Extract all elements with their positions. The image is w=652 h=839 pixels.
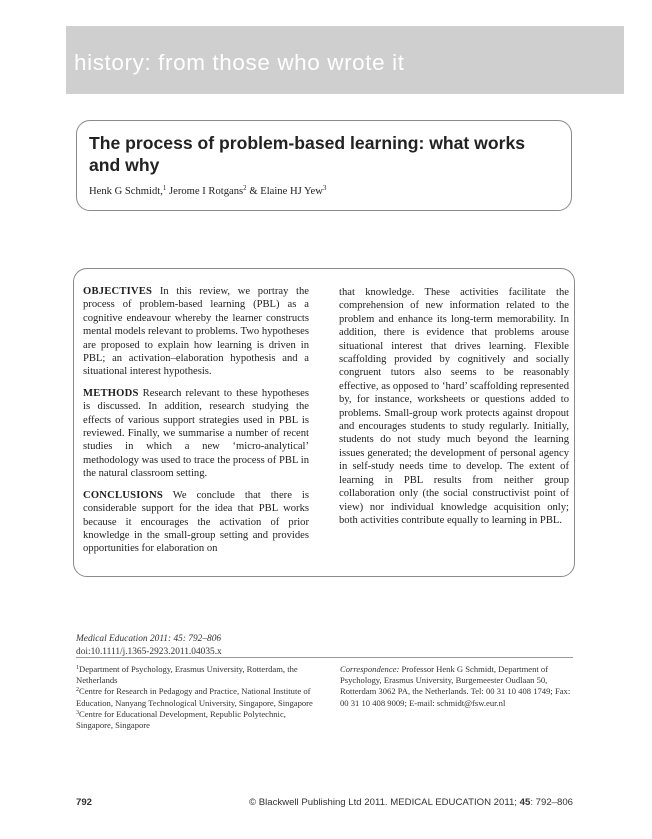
- title-box: [76, 120, 572, 211]
- section-banner-text: history: from those who wrote it: [74, 50, 405, 75]
- conclusions-heading: CONCLUSIONS: [83, 489, 163, 501]
- author-affiliation-marker: 1: [162, 184, 167, 192]
- affiliation-text: Centre for Research in Pedagogy and Practice, National Institute of Education, Nanyang Technological University, Singapore, Singapore: [76, 686, 313, 708]
- affiliation-item: [76, 709, 321, 731]
- affiliation-text: Department of Psychology, Erasmus University, Rotterdam, the Netherlands: [76, 664, 298, 686]
- abstract-objectives: [83, 285, 309, 379]
- page-footer: [76, 797, 573, 811]
- abstract-conclusions: [83, 489, 309, 556]
- doi: doi:10.1111/j.1365-2923.2011.04035.x: [76, 646, 222, 657]
- journal-citation: [76, 633, 222, 658]
- objectives-heading: OBJECTIVES: [83, 286, 153, 297]
- footer-copyright: [249, 797, 573, 808]
- author-list: [89, 185, 559, 199]
- section-banner: [66, 26, 624, 94]
- affiliation-marker: 2: [76, 687, 79, 694]
- abstract-column-left: [83, 285, 309, 564]
- affiliation-marker: 1: [76, 665, 79, 671]
- author-name: Elaine HJ Yew: [260, 186, 323, 197]
- author-affiliation-marker: 3: [322, 184, 327, 192]
- article-title: The process of problem-based learning: what works and why: [89, 133, 526, 175]
- journal-reference: Medical Education 2011: 45: 792–806: [76, 634, 222, 644]
- correspondence-label: Correspondence:: [340, 664, 400, 674]
- objectives-text: In this review, we portray the process of problem-based learning (PBL) as a cognitive endeavour whereby the learner constructs mental models relevant to problems. Two hypotheses are proposed to explain how learning is driven in PBL; an activation–elaboration hypothesis and a situational interest hypothesis.: [83, 286, 309, 378]
- affiliation-text: Centre for Educational Development, Republic Polytechnic, Singapore, Singapore: [76, 708, 286, 731]
- affiliation-item: [76, 686, 321, 708]
- copyright-text: © Blackwell Publishing Ltd 2011. MEDICAL EDUCATION 2011;: [248, 797, 517, 808]
- affiliation-marker: 3: [76, 709, 79, 716]
- author-affiliation-marker: 2: [243, 184, 247, 192]
- page-number: 792: [76, 797, 93, 808]
- affiliation-item: [76, 664, 321, 686]
- methods-heading: METHODS: [83, 387, 139, 399]
- methods-text: Research relevant to these hypotheses is discussed. In addition, research studying the effects of various support strategies used in PBL is reviewed. Finally, we summarise a number of recent studies in which a new ‘micro-analytical’ methodology was used to trace the process of PBL in the natural classroom setting.: [83, 387, 309, 480]
- volume-number: 45: [519, 797, 531, 808]
- footnote-divider: [76, 657, 573, 658]
- author-name: Jerome I Rotgans: [169, 186, 244, 197]
- author-separator: &: [249, 186, 258, 197]
- abstract-methods: [83, 387, 309, 481]
- correspondence-text: Professor Henk G Schmidt, Department of Psychology, Erasmus University, Burgemeester Oudlaan 50, Rotterdam 3062 PA, the Netherlands. Tel: 00 31 10 408 1749; Fax: 00 31 10 408 9009; E-mail: schmidt@fsw.eur.nl: [340, 664, 571, 708]
- conclusions-text: We conclude that there is considerable support for the idea that PBL works because it encourages the activation of prior knowledge in the small-group setting and provides opportunities for elaboration on: [83, 489, 309, 555]
- author-name: Henk G Schmidt,: [89, 186, 163, 197]
- page-range: : 792–806: [530, 797, 573, 808]
- correspondence: [340, 664, 576, 709]
- abstract-box: [73, 268, 575, 577]
- abstract-column-right: [339, 286, 569, 535]
- conclusions-continued-text: that knowledge. These activities facilitate the comprehension of new information related to the problem and enhance its long-term memorability. In addition, there is evidence that problems arouse situational interest that drives learning. Flexible scaffolding provided by cognitively and socially congruent tutors also seems to be reasonably effective, as opposed to ‘hard’ scaffolding represented by, for instance, worksheets or questions added to problems. Small-group work protects against dropout and encourages students to study regularly. Initially, students do not study much beyond the learning issues generated; the development of personal agency in self-study needs time to develop. The extent of learning in PBL results from neither group collaboration only (the social constructivist point of view) nor individual knowledge acquisition only; both activities contribute equally to learning in PBL.: [339, 287, 569, 526]
- affiliations: [76, 664, 321, 731]
